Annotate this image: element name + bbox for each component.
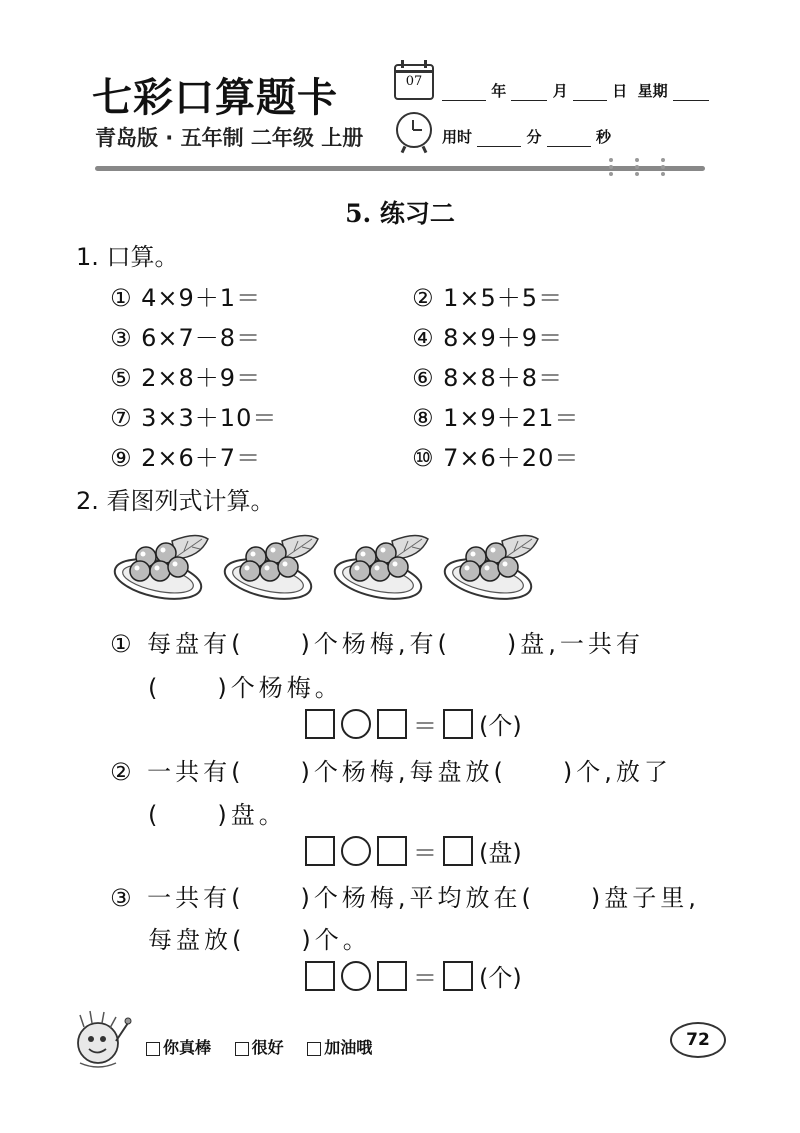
item-expression: 3×3＋10＝	[141, 404, 278, 432]
year-label: 年	[491, 82, 507, 100]
edition-subtitle: 青岛版 · 五年制 二年级 上册	[95, 126, 364, 150]
calc-item-6	[412, 358, 563, 393]
item-expression: 1×5＋5＝	[443, 284, 564, 312]
unit-label: (盘)	[479, 839, 522, 867]
item-number: ④	[412, 324, 435, 352]
item-expression: 6×7－8＝	[141, 324, 262, 352]
part-3-line-1	[110, 878, 700, 913]
fruit-highlight	[155, 566, 160, 571]
brand-title: 七彩口算题卡	[92, 74, 338, 121]
question-number: 2.	[76, 487, 99, 515]
result-box[interactable]	[443, 961, 473, 991]
item-expression: 2×8＋9＝	[141, 364, 262, 392]
fruit-highlight	[251, 552, 256, 557]
fruit-highlight	[503, 562, 508, 567]
feedback-good[interactable]	[235, 1038, 284, 1057]
feedback-label: 加油哦	[324, 1038, 373, 1057]
bayberry-fruit	[498, 557, 518, 577]
feedback-label: 很好	[251, 1038, 284, 1057]
fruit-highlight	[173, 562, 178, 567]
question-1-heading	[76, 237, 179, 272]
time-fill-line	[442, 126, 611, 147]
calc-item-4	[412, 318, 563, 353]
item-expression: 8×9＋9＝	[443, 324, 564, 352]
bayberry-fruit	[480, 561, 500, 581]
bayberry-fruit	[350, 561, 370, 581]
feedback-keep-going[interactable]	[307, 1038, 372, 1057]
part-text: 一共有( )个杨梅,每盘放( )个,放了	[147, 758, 672, 786]
fruit-highlight	[491, 548, 496, 553]
part-1-line-1	[110, 624, 644, 659]
question-title: 口算。	[106, 243, 179, 271]
answer-box[interactable]	[305, 709, 335, 739]
calc-item-1	[110, 278, 261, 313]
fruit-highlight	[265, 566, 270, 571]
fruit-highlight	[245, 566, 250, 571]
day-label: 日	[612, 82, 628, 100]
fruit-highlight	[135, 566, 140, 571]
fruit-highlight	[271, 548, 276, 553]
date-fill-line	[442, 80, 709, 101]
fruit-highlight	[465, 566, 470, 571]
equals-sign: ＝	[413, 839, 437, 867]
item-number: ⑩	[412, 444, 435, 472]
header-divider	[95, 166, 705, 171]
question-number: 1.	[76, 243, 99, 271]
calc-item-10	[412, 438, 579, 473]
month-label: 月	[552, 82, 568, 100]
bayberry-fruit	[370, 561, 390, 581]
item-number: ⑦	[110, 404, 133, 432]
mascot-icon	[70, 1005, 132, 1071]
page-number: 72	[670, 1022, 726, 1058]
item-number: ②	[412, 284, 435, 312]
fruit-highlight	[161, 548, 166, 553]
feedback-great[interactable]	[146, 1038, 211, 1057]
feedback-options	[146, 1035, 390, 1058]
fruit-highlight	[355, 566, 360, 571]
calc-item-9	[110, 438, 261, 473]
answer-box[interactable]	[377, 709, 407, 739]
unit-label: (个)	[479, 712, 522, 740]
item-number: ⑧	[412, 404, 435, 432]
bayberry-fruit	[168, 557, 188, 577]
bayberry-plates-illustration	[110, 527, 550, 617]
equals-sign: ＝	[413, 964, 437, 992]
part-text: 一共有( )个杨梅,平均放在( )盘子里,	[147, 884, 700, 912]
bayberry-fruit	[278, 557, 298, 577]
checkbox[interactable]	[235, 1042, 249, 1056]
calc-item-8	[412, 398, 579, 433]
bayberry-fruit	[260, 561, 280, 581]
binding-ring	[661, 158, 665, 180]
result-box[interactable]	[443, 836, 473, 866]
bayberry-fruit	[388, 557, 408, 577]
calc-item-3	[110, 318, 261, 353]
operator-circle[interactable]	[341, 961, 371, 991]
calendar-icon	[394, 64, 434, 100]
fruit-plate	[330, 527, 430, 607]
binding-ring	[635, 158, 639, 180]
result-box[interactable]	[443, 709, 473, 739]
fruit-plate	[220, 527, 320, 607]
operator-circle[interactable]	[341, 709, 371, 739]
part-2-line-2: ( )盘。	[148, 801, 287, 829]
bayberry-fruit	[150, 561, 170, 581]
question-2-heading	[76, 481, 275, 516]
item-number: ⑨	[110, 444, 133, 472]
part-2-equation	[302, 833, 525, 868]
fruit-plate	[110, 527, 210, 607]
equals-sign: ＝	[413, 712, 437, 740]
item-expression: 7×6＋20＝	[443, 444, 580, 472]
fruit-highlight	[485, 566, 490, 571]
fruit-highlight	[283, 562, 288, 567]
part-number: ③	[110, 884, 136, 912]
unit-label: (个)	[479, 964, 522, 992]
item-number: ①	[110, 284, 133, 312]
checkbox[interactable]	[307, 1042, 321, 1056]
part-number: ②	[110, 758, 136, 786]
item-number: ⑥	[412, 364, 435, 392]
binding-ring	[609, 158, 613, 180]
operator-circle[interactable]	[341, 836, 371, 866]
alarm-clock-icon	[396, 112, 432, 148]
item-expression: 8×8＋8＝	[443, 364, 564, 392]
time-label: 用时	[442, 128, 473, 146]
fruit-highlight	[375, 566, 380, 571]
fruit-highlight	[361, 552, 366, 557]
part-2-line-1	[110, 752, 672, 787]
fruit-highlight	[141, 552, 146, 557]
item-number: ③	[110, 324, 133, 352]
fruit-highlight	[381, 548, 386, 553]
checkbox[interactable]	[146, 1042, 160, 1056]
bayberry-fruit	[240, 561, 260, 581]
fruit-highlight	[393, 562, 398, 567]
part-3-equation	[302, 958, 525, 993]
minute-label: 分	[526, 128, 542, 146]
part-text: 每盘有( )个杨梅,有( )盘,一共有	[147, 630, 644, 658]
part-3-line-2: 每盘放( )个。	[148, 926, 371, 954]
fruit-plate	[440, 527, 540, 607]
answer-box[interactable]	[305, 961, 335, 991]
item-expression: 4×9＋1＝	[141, 284, 262, 312]
fruit-highlight	[471, 552, 476, 557]
weekday-label: 星期	[637, 82, 668, 100]
answer-box[interactable]	[377, 836, 407, 866]
feedback-label: 你真棒	[163, 1038, 212, 1057]
second-label: 秒	[595, 128, 611, 146]
calendar-number: 07	[405, 74, 423, 89]
calc-item-2	[412, 278, 563, 313]
answer-box[interactable]	[305, 836, 335, 866]
bayberry-fruit	[460, 561, 480, 581]
item-expression: 1×9＋21＝	[443, 404, 580, 432]
section-title: 5. 练习二	[345, 199, 455, 228]
part-1-line-2: ( )个杨梅。	[148, 674, 343, 702]
bayberry-fruit	[130, 561, 150, 581]
part-1-equation	[302, 706, 525, 741]
item-expression: 2×6＋7＝	[141, 444, 262, 472]
calc-item-7	[110, 398, 277, 433]
answer-box[interactable]	[377, 961, 407, 991]
calc-item-5	[110, 358, 261, 393]
item-number: ⑤	[110, 364, 133, 392]
part-number: ①	[110, 630, 136, 658]
question-title: 看图列式计算。	[106, 487, 275, 515]
